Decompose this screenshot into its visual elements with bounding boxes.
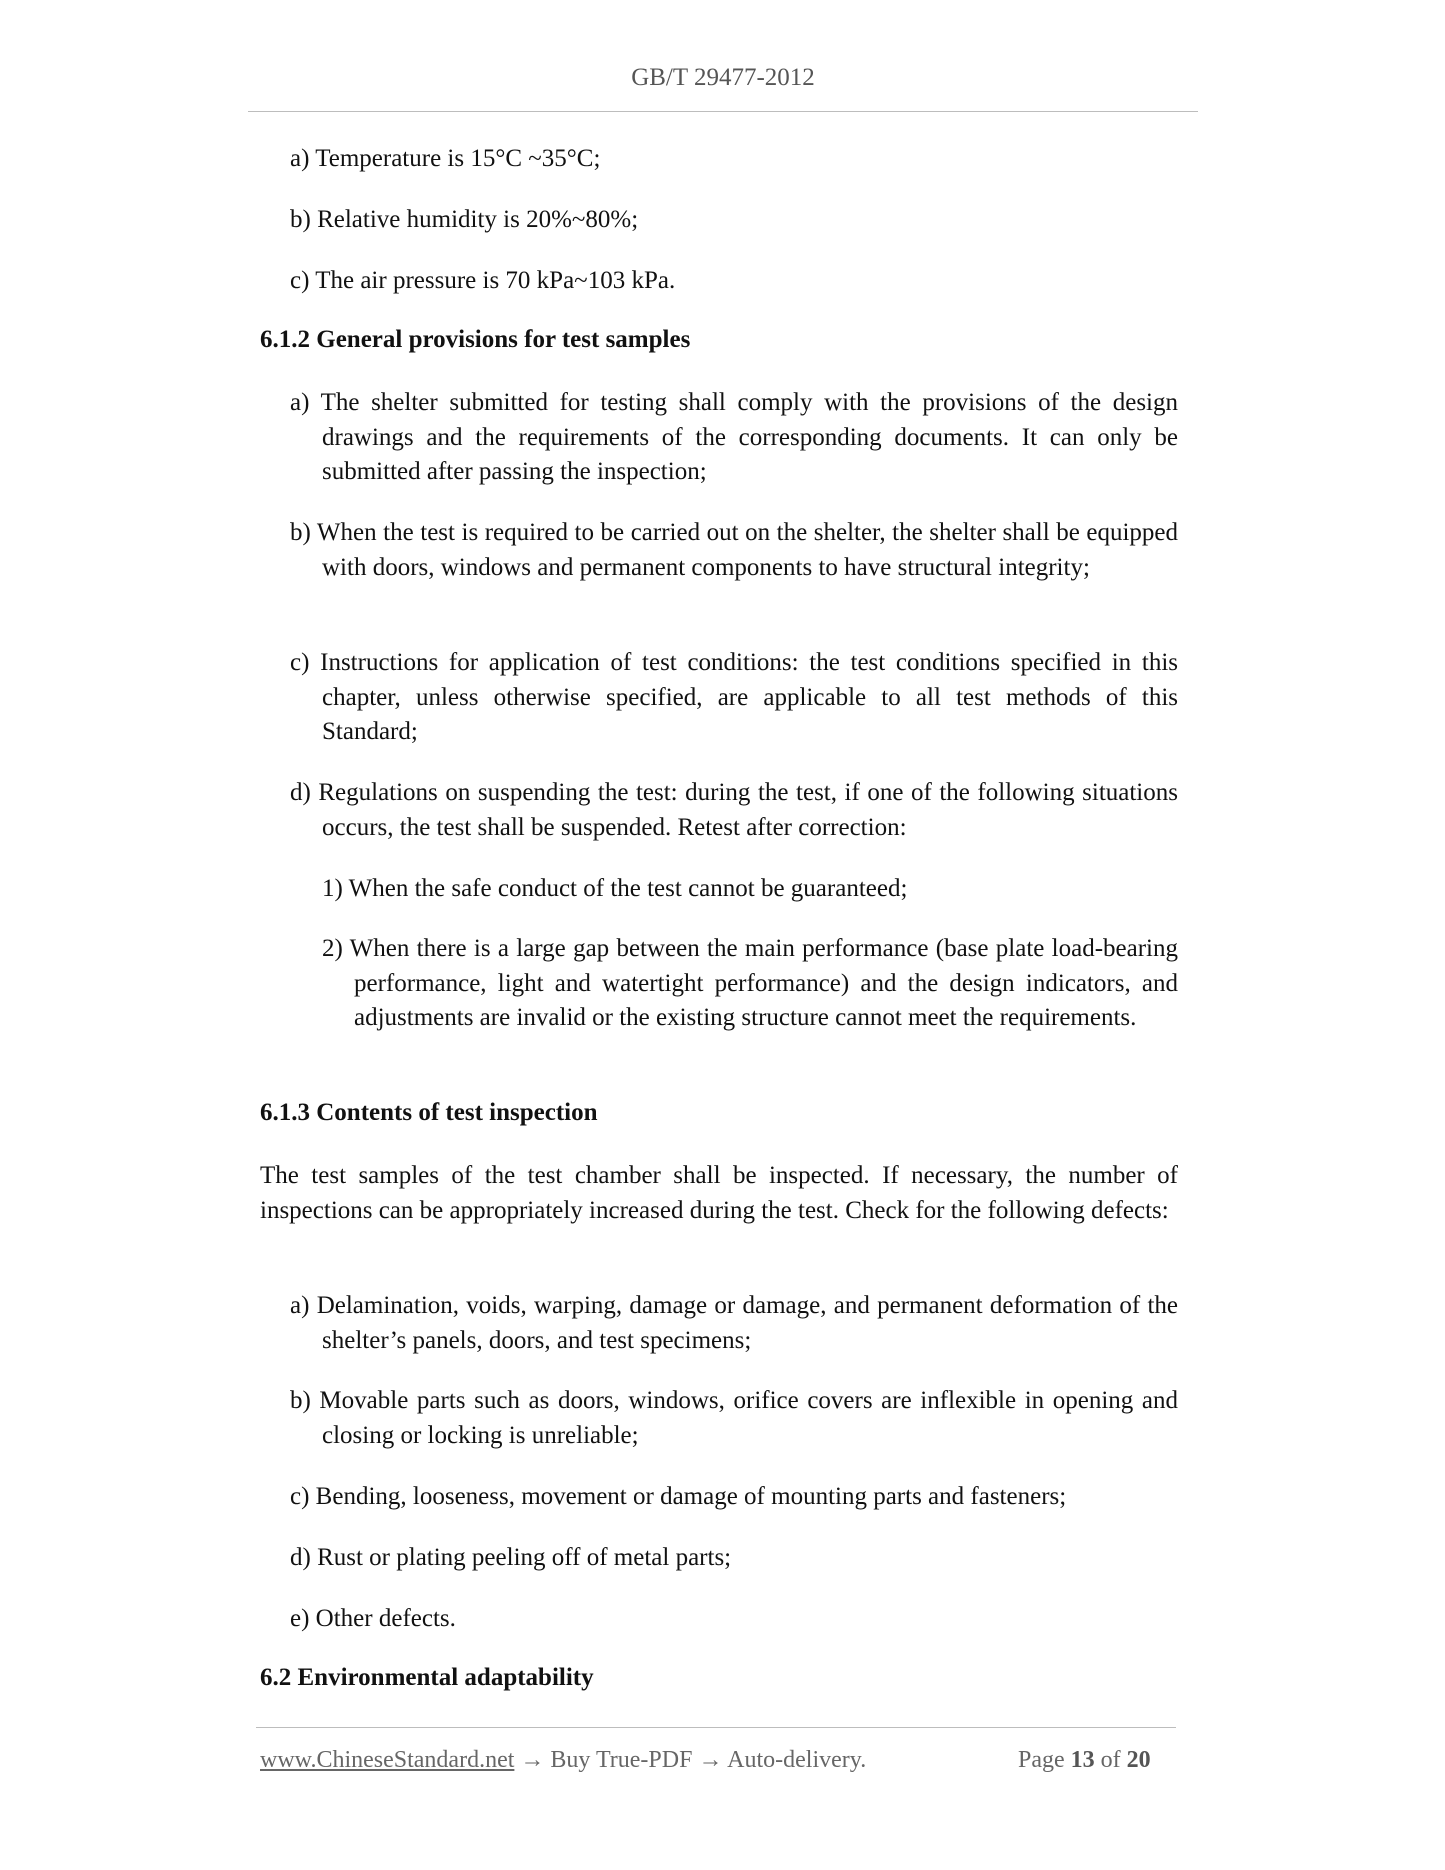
env-condition-humidity: b) Relative humidity is 20%~80%; (290, 206, 639, 233)
list-item-613-b: b) Movable parts such as doors, windows, orifice covers are inflexible in opening and closing or locking is unreliable; (290, 1387, 1178, 1449)
footer-site-link[interactable]: www.ChineseStandard.net (260, 1747, 515, 1773)
footer-divider (256, 1727, 1176, 1728)
list-item-612-c: c) Instructions for application of test conditions: the test conditions specified in this chapter, unless otherwise specified, are applicable to all test methods of this Standard; (290, 649, 1178, 745)
section-heading-6-1-3: 6.1.3 Contents of test inspection (260, 1099, 598, 1126)
env-condition-temperature: a) Temperature is 15°C ~35°C; (290, 145, 601, 172)
footer-promo (260, 1747, 866, 1774)
section-heading-6-2: 6.2 Environmental adaptability (260, 1664, 594, 1691)
list-item-612-a: a) The shelter submitted for testing shall comply with the provisions of the design drawings and the requirements of the corresponding documents. It can only be submitted after passing the inspection; (290, 389, 1178, 485)
page-number: 13 (1070, 1747, 1095, 1773)
footer-buy-text: Buy True-PDF (550, 1747, 693, 1773)
list-item-613-c: c) Bending, looseness, movement or damage of mounting parts and fasteners; (290, 1483, 1067, 1510)
page-total: 20 (1126, 1747, 1151, 1773)
footer-delivery-text: Auto-delivery. (727, 1747, 867, 1773)
page-indicator (1018, 1747, 1151, 1774)
header-divider (248, 111, 1198, 112)
paragraph-613-intro: The test samples of the test chamber shall be inspected. If necessary, the number of inspections can be appropriately increased during the test. Check for the following defects: (260, 1162, 1178, 1224)
list-item-613-d: d) Rust or plating peeling off of metal parts; (290, 1544, 732, 1571)
list-item-613-e: e) Other defects. (290, 1605, 456, 1632)
arrow-right-icon: → (520, 1747, 545, 1773)
list-item-612-b: b) When the test is required to be carried out on the shelter, the shelter shall be equipped with doors, windows and permanent components to have structural integrity; (290, 519, 1178, 581)
list-item-613-a: a) Delamination, voids, warping, damage or damage, and permanent deformation of the shelter’s panels, doors, and test specimens; (290, 1292, 1178, 1354)
list-item-612-d: d) Regulations on suspending the test: during the test, if one of the following situations occurs, the test shall be suspended. Retest after correction: (290, 779, 1178, 841)
arrow-right-icon: → (698, 1747, 723, 1773)
section-heading-6-1-2: 6.1.2 General provisions for test samples (260, 326, 691, 353)
list-item-612-d1: 1) When the safe conduct of the test cannot be guaranteed; (322, 875, 908, 902)
page-header-doc-code: GB/T 29477-2012 (631, 64, 815, 91)
env-condition-pressure: c) The air pressure is 70 kPa~103 kPa. (290, 267, 676, 294)
page-of-label: of (1100, 1747, 1121, 1773)
page-label: Page (1018, 1747, 1065, 1773)
list-item-612-d2: 2) When there is a large gap between the main performance (base plate load-bearing performance, light and watertight performance) and the design indicators, and adjustments are invalid or the existing structure cannot meet the requirements. (322, 935, 1178, 1031)
